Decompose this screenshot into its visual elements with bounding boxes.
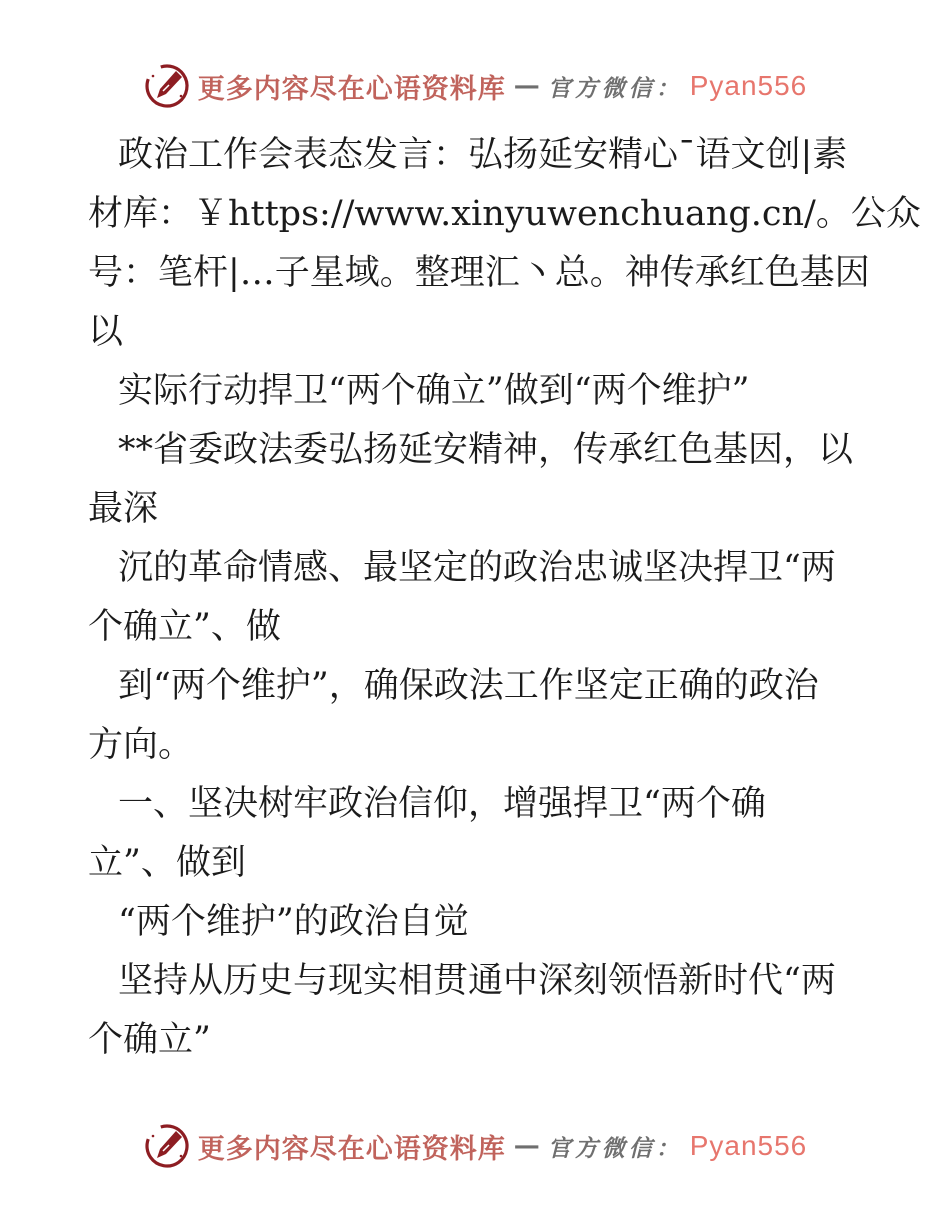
text-line: 以 <box>88 312 124 352</box>
watermark-separator: — <box>513 71 540 101</box>
watermark-brand-text: 更多内容尽在心语资料库 <box>197 1133 506 1165</box>
text-line: 政治工作会表态发言：弘扬延安精心ˉ语文创|素 <box>118 135 848 175</box>
header-watermark <box>0 58 950 114</box>
footer-watermark <box>0 1118 950 1174</box>
text-line: 一、坚决树牢政治信仰，增强捍卫“两个确 <box>118 784 766 824</box>
watermark-wechat-id: Pyan556 <box>689 1130 808 1161</box>
pen-in-circle-logo-icon <box>143 62 191 110</box>
watermark-wechat-id: Pyan556 <box>689 70 808 101</box>
text-line: **省委政法委弘扬延安精神，传承红色基因，以 <box>118 430 854 470</box>
text-line: 方向。 <box>88 725 194 765</box>
watermark-brand-text: 更多内容尽在心语资料库 <box>197 73 506 105</box>
watermark-wechat-label: 官方微信： <box>547 74 683 102</box>
document-body <box>88 126 921 1070</box>
text-line: 沉的革命情感、最坚定的政治忠诚坚决捍卫“两 <box>118 548 836 588</box>
text-line: 到“两个维护”，确保政法工作坚定正确的政治 <box>118 666 819 706</box>
text-line: “两个维护”的政治自觉 <box>118 902 469 942</box>
text-line: 最深 <box>88 489 159 529</box>
pen-in-circle-logo-icon <box>143 1122 191 1170</box>
text-line: 实际行动捍卫“两个确立”做到“两个维护” <box>118 371 750 411</box>
text-line: 材库：￥https://www.xinyuwenchuang.cn/。公众 <box>88 194 921 234</box>
watermark-separator: — <box>513 1131 540 1161</box>
text-line: 立”、做到 <box>88 843 246 883</box>
text-line: 个确立” <box>88 1020 211 1060</box>
text-line: 坚持从历史与现实相贯通中深刻领悟新时代“两 <box>118 961 836 1001</box>
watermark-wechat-label: 官方微信： <box>547 1134 683 1162</box>
text-line: 个确立”、做 <box>88 607 281 647</box>
text-line: 号：笔杆|…子星域。整理汇丶总。神传承红色基因 <box>88 253 870 293</box>
